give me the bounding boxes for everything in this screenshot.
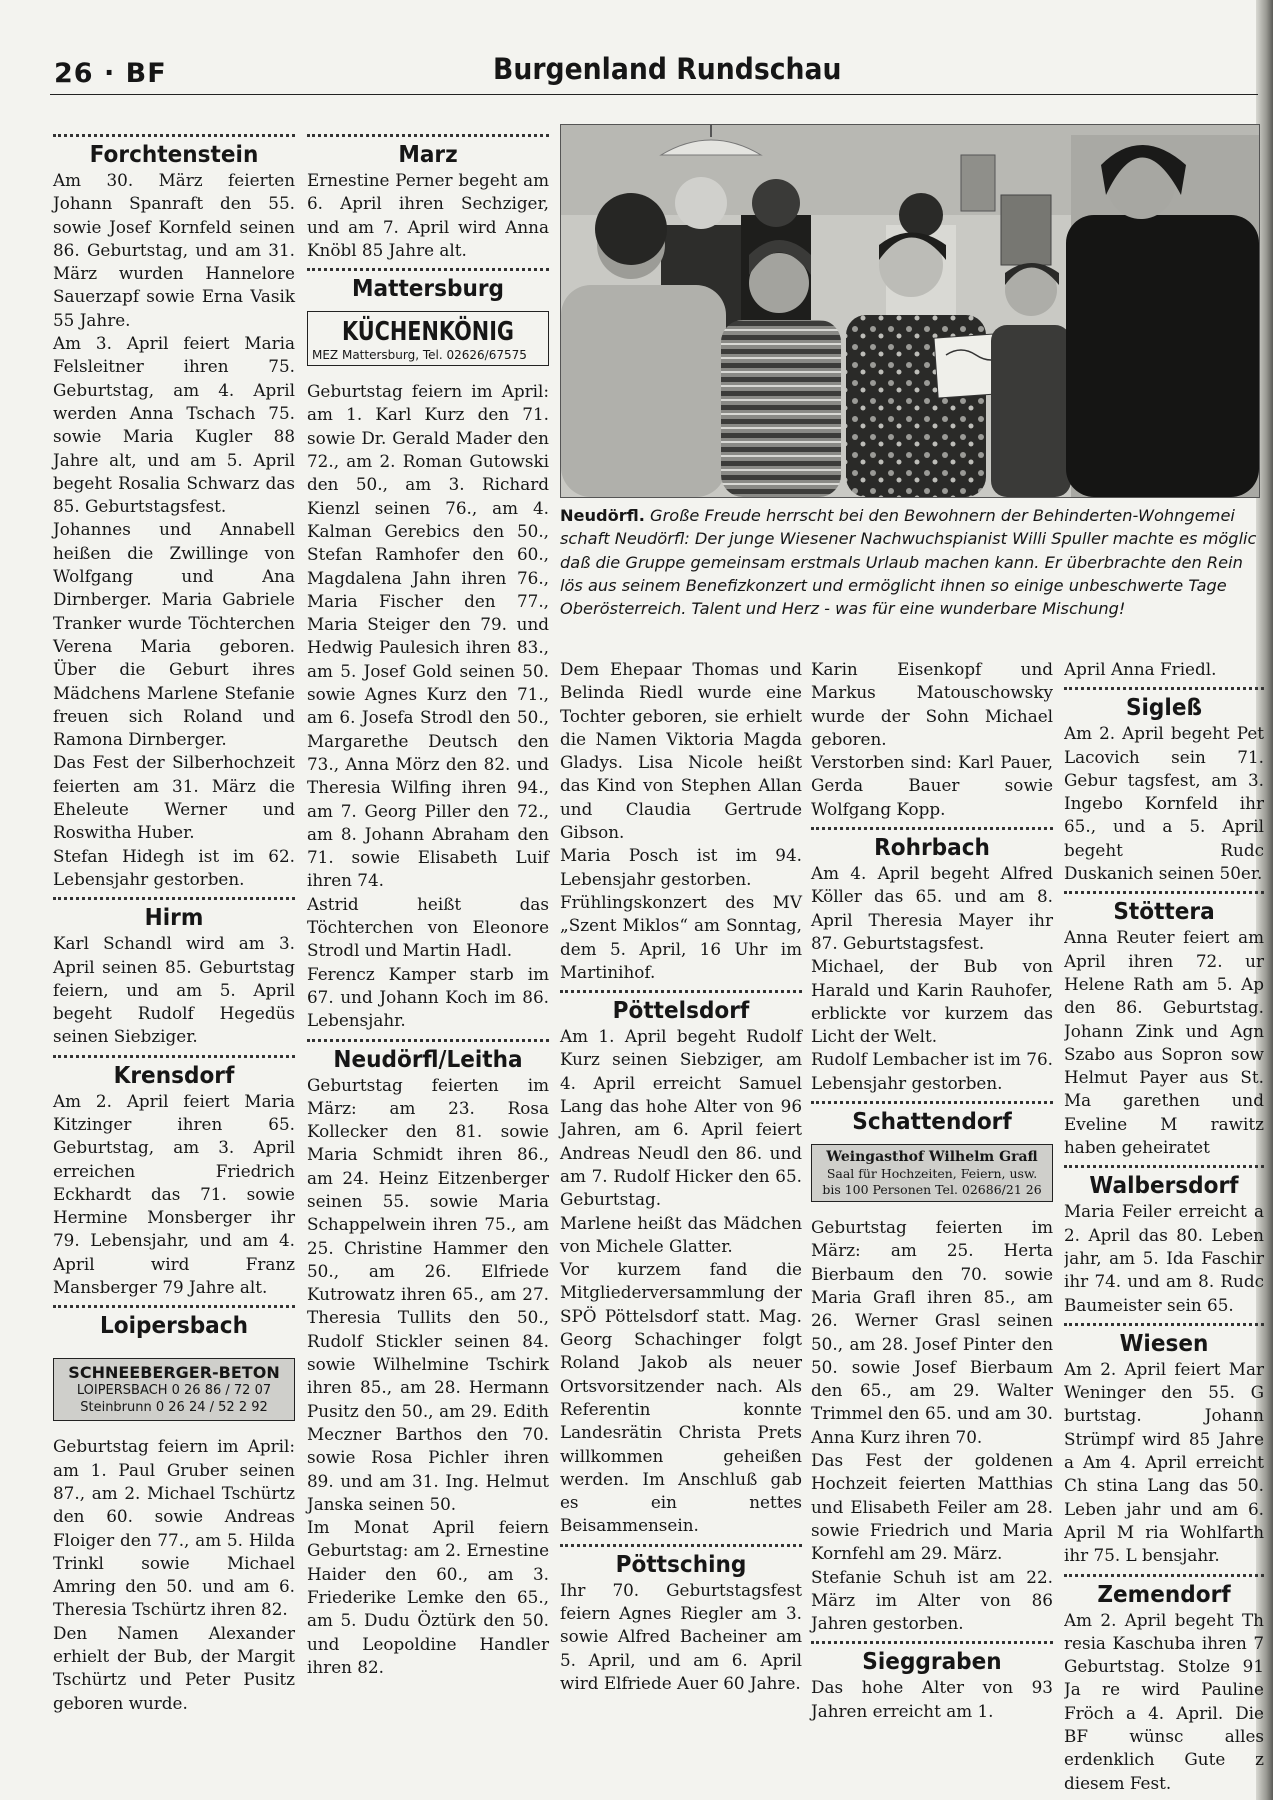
place-heading: Pöttsching xyxy=(615,1549,747,1578)
news-paragraph: Frühlingskonzert des MV „Szent Miklos“ am Sonntag, dem 5. April, 16 Uhr im Martinihof. xyxy=(560,891,802,982)
caption-place: Neudörfl. xyxy=(560,506,645,525)
section-divider xyxy=(811,1641,1053,1644)
news-paragraph: Karin Eisenkopf und Markus Matouschowsky wurde der Sohn Michael geboren. xyxy=(811,659,1053,749)
column-3 xyxy=(560,658,802,1695)
place-heading: Mattersburg xyxy=(351,274,504,303)
news-paragraph: Marlene heißt das Mädchen von Michele Glatter. xyxy=(560,1212,802,1256)
place-heading: Forchtenstein xyxy=(89,140,259,168)
news-paragraph: Verstorben sind: Karl Pauer, Gerda Bauer sowie Wolfgang Kopp. xyxy=(811,752,1053,819)
news-paragraph: Stefanie Schuh ist am 22. März im Alter von 86 Jahren gestorben. xyxy=(811,1566,1053,1634)
place-heading: Sigleß xyxy=(1125,693,1203,722)
news-paragraph: Am 1. April begeht Rudolf Kurz seinen Siebziger, am 4. April erreicht Samuel Lang das hohe Alter von 96 Jahren, am 6. April feiert Andreas Neudl den 86. und am 7. Rudolf Hicker den 65. Geburtstag. xyxy=(560,1026,802,1210)
news-paragraph: Maria Feiler erreicht a 2. April das 80. Leben jahr, am 5. Ida Faschir ihr 74. und am 8. Rudc Baumeister sein 65. xyxy=(1064,1201,1264,1315)
section-divider xyxy=(1064,1165,1264,1168)
section-divider xyxy=(811,1101,1053,1104)
section-divider xyxy=(560,1544,802,1547)
news-paragraph: Dem Ehepaar Thomas und Belinda Riedl wurde eine Tochter geboren, sie erhielt die Namen Viktoria Magda Gladys. Lisa Nicole heißt das Kind von Stephen Allan und Claudia Gertrude Gibson. xyxy=(560,659,802,843)
ad-line: Steinbrunn 0 26 24 / 52 2 92 xyxy=(80,1400,268,1416)
section-divider xyxy=(307,268,549,271)
section-divider xyxy=(1064,891,1264,894)
place-heading: Krensdorf xyxy=(113,1060,235,1089)
ad-line: LOIPERSBACH 0 26 86 / 72 07 xyxy=(76,1383,272,1399)
page-header xyxy=(0,0,1258,100)
news-paragraph: Maria Posch ist im 94. Lebensjahr gestorben. xyxy=(560,845,802,889)
news-paragraph: Geburtstag feiern im April: am 1. Karl Kurz den 71. sowie Dr. Gerald Mader den 72., am 2. Roman Gutowski den 50., am 3. Richard Kienzl seinen 76., am 4. Kalman Gerebics den 50., Stefan Ramhofer den 60., Magdalena Jahn ihren 76., Maria Fischer den 77., Maria Steiger den 79. und Hedwig Paulesich ihren 83., am 5. Josef Gold seinen 50. sowie Agnes Kurz den 71., am 6. Josefa Strodl den 50., Margarethe Deutsch den 73., Anna Mörz den 82. und Theresia Wilfing ihren 94., am 7. Georg Piller den 72., am 8. Johann Abraham den 71. sowie Elisabeth Luif ihren 74. xyxy=(307,381,549,891)
place-heading: Rohrbach xyxy=(874,833,990,862)
section-divider xyxy=(307,134,549,137)
column-1 xyxy=(53,128,295,1715)
section-divider xyxy=(811,827,1053,830)
header-rule xyxy=(50,94,1258,95)
news-paragraph: Rudolf Lembacher ist im 76. Lebensjahr gestorben. xyxy=(811,1049,1053,1093)
ad-title: KÜCHENKÖNIG xyxy=(341,317,515,348)
news-paragraph: Den Namen Alexander erhielt der Bub, der Margit Tschürtz und Peter Pusitz geboren wurde. xyxy=(53,1622,295,1713)
caption-line: Große Freude herrscht bei den Bewohnern der Behinderten-Wohngemei xyxy=(644,506,1235,525)
caption-line: schaft Neudörfl: Der junge Wiesener Nachwuchspianist Willi Spuller machte es möglic xyxy=(560,529,1256,549)
caption-line: lös aus seinem Benefizkonzert und ermöglicht ihnen so einige unbeschwerte Tage xyxy=(560,575,1227,595)
news-paragraph: Vor kurzem fand die Mitgliederversammlung der SPÖ Pöttelsdorf statt. Mag. Georg Schachinger folgt Roland Jakob als neuer Ortsvorsitzender nach. Als Referentin konnte Landesrätin Christa Prets willkommen geheißen werden. Im Anschluß gab es ein nettes Beisammensein. xyxy=(560,1259,802,1536)
news-paragraph: Am 2. April feiert Maria Kitzinger ihren 65. Geburtstag, am 3. April erreichen Friedrich Eckhardt das 71. sowie Hermine Monsberger ihr 79. Lebensjahr, und am 4. April wird Franz Mansberger 79 Jahre alt. xyxy=(53,1090,295,1298)
news-paragraph: Am 2. April begeht Th resia Kaschuba ihren 7 Geburtstag. Stolze 91 Ja re wird Pauline Fröch a 4. April. Die BF wünsc alles erdenklich Gute z diesem Fest. xyxy=(1064,1609,1264,1793)
section-divider xyxy=(307,1039,549,1042)
section-divider xyxy=(53,1305,295,1308)
column-4 xyxy=(811,658,1053,1723)
place-heading: Schattendorf xyxy=(852,1107,1012,1136)
news-paragraph: Im Monat April feiern Geburtstag: am 2. Ernestine Haider den 60., am 3. Friederike Lemke den 65., am 5. Dudu Öztürk den 50. und Leopoldine Handler ihren 82. xyxy=(307,1517,549,1677)
news-paragraph: Am 3. April feiert Maria Felsleitner ihren 75. Geburtstag, am 4. April werden Anna Tschach 75. sowie Maria Kugler 88 Jahre alt, und am 5. April begeht Rosalia Schwarz das 85. Geburtstagsfest. xyxy=(53,333,295,517)
group-photo xyxy=(560,124,1260,498)
news-paragraph: Am 2. April begeht Pet Lacovich sein 71. Gebur tagsfest, am 3. Ingebo Kornfeld ihr 65., und a 5. April begeht Rudc Duskanich seinen 50er. xyxy=(1064,723,1264,884)
place-heading: Neudörfl/Leitha xyxy=(333,1044,523,1073)
ad-line: Saal für Hochzeiten, Feiern, usw. xyxy=(826,1166,1038,1182)
place-heading: Walbersdorf xyxy=(1089,1171,1239,1200)
section-divider xyxy=(1064,687,1264,690)
news-paragraph: Michael, der Bub von Harald und Karin Rauhofer, erblickte vor kurzem das Licht der Welt. xyxy=(811,956,1053,1047)
place-heading: Pöttelsdorf xyxy=(612,996,750,1025)
page-number: 26 · BF xyxy=(54,58,167,89)
advertisement-kueche xyxy=(307,311,549,366)
place-heading: Marz xyxy=(398,140,458,168)
place-heading: Stöttera xyxy=(1113,897,1215,926)
place-heading: Loipersbach xyxy=(99,1311,248,1340)
masthead: Burgenland Rundschau xyxy=(493,52,842,86)
news-paragraph: Das Fest der Silberhochzeit feierten am 31. März die Eheleute Werner und Roswitha Huber. xyxy=(53,752,295,843)
column-2 xyxy=(307,128,549,1679)
ad-title: SCHNEEBERGER-BETON xyxy=(68,1363,280,1383)
advertisement-wein xyxy=(811,1144,1053,1202)
ad-line: MEZ Mattersburg, Tel. 02626/67575 xyxy=(312,348,527,363)
place-heading: Hirm xyxy=(144,903,204,932)
news-paragraph: Ferencz Kamper starb im 67. und Johann Koch im 86. Lebensjahr. xyxy=(307,963,549,1031)
advertisement-beton xyxy=(53,1358,295,1421)
group-photo-illustration xyxy=(561,125,1259,497)
news-paragraph: Karl Schandl wird am 3. April seinen 85. Geburtstag feiern, und am 5. April begeht Rudolf Hegedüs seinen Siebziger. xyxy=(53,933,295,1047)
news-paragraph: Stefan Hidegh ist im 62. Lebensjahr gestorben. xyxy=(53,845,295,889)
column-5 xyxy=(1064,658,1264,1795)
news-paragraph: Das Fest der goldenen Hochzeit feierten Matthias und Elisabeth Feiler am 28. sowie Friedrich und Maria Kornfehl am 29. März. xyxy=(811,1450,1053,1564)
news-paragraph: Ernestine Perner begeht am 6. April ihren Sechziger, und am 7. April wird Anna Knöbl 85 Jahre alt. xyxy=(307,170,549,260)
place-heading: Zemendorf xyxy=(1097,1579,1231,1608)
news-paragraph: Astrid heißt das Töchterchen von Eleonore Strodl und Martin Hadl. xyxy=(307,893,549,961)
section-divider xyxy=(53,134,295,137)
place-heading: Sieggraben xyxy=(862,1647,1002,1676)
section-divider xyxy=(560,990,802,993)
section-divider xyxy=(53,1055,295,1058)
ad-line: bis 100 Personen Tel. 02686/21 26 xyxy=(822,1182,1042,1198)
news-paragraph: Johannes und Annabell heißen die Zwillinge von Wolfgang und Ana Dirnberger. Maria Gabriele Tranker wurde Töchterchen Verena Maria geboren. Über die Geburt ihres Mädchens Marlene Stefanie freuen sich Roland und Ramona Dirnberger. xyxy=(53,519,295,750)
news-paragraph: Das hohe Alter von 93 Jahren erreicht am 1. xyxy=(811,1677,1053,1721)
caption-line: daß die Gruppe gemeinsam erstmals Urlaub machen kann. Er überbrachte den Rein xyxy=(560,552,1243,572)
news-paragraph: Anna Reuter feiert am April ihren 72. ur Helene Rath am 5. Ap den 86. Geburtstag. Johann Zink und Agn Szabo aus Sopron sow Helmut Payer aus St. Ma garethen und Eveline M rawitz haben geheiratet xyxy=(1064,927,1264,1158)
news-paragraph: April Anna Friedl. xyxy=(1064,659,1217,679)
news-paragraph: Geburtstag feiern im April: am 1. Paul Gruber seinen 87., am 2. Michael Tschürtz den 60. sowie Andreas Floiger den 77., am 5. Hilda Trinkl sowie Michael Amring den 50. und am 6. Theresia Tschürtz ihren 82. xyxy=(53,1436,295,1620)
news-paragraph: Am 30. März feierten Johann Spanraft den 55. sowie Josef Kornfeld seinen 86. Geburtstag, und am 31. März wurden Hannelore Sauerzapf sowie Erna Vasik 55 Jahre. xyxy=(53,170,295,330)
news-paragraph: Geburtstag feierten im März: am 25. Herta Bierbaum den 70. sowie Maria Grafl ihren 85., am 26. Werner Grasl seinen 50., am 28. Josef Pinter den 50. sowie Josef Bierbaum den 65., am 29. Walter Trimmel den 65. und am 30. Anna Kurz ihren 70. xyxy=(811,1217,1053,1447)
caption-line: Oberösterreich. Talent und Herz - was für eine wunderbare Mischung! xyxy=(560,599,1126,619)
ad-title: Weingasthof Wilhelm Grafl xyxy=(826,1149,1038,1166)
news-paragraph: Geburtstag feierten im März: am 23. Rosa Kollecker den 81. sowie Maria Schmidt ihren 86., am 24. Heinz Eitzenberger seinen 55. sowie Maria Schappelwein ihren 75., am 25. Christine Hammer den 50., am 26. Elfriede Kutrowatz ihren 65., am 27. Theresia Tullits den 50., Rudolf Stickler seinen 84. sowie Wilhelmine Tschirk ihren 85., am 28. Hermann Pusitz den 50., am 29. Edith Meczner Barthos den 70. sowie Rosa Pichler ihren 89. und am 31. Ing. Helmut Janska seinen 50. xyxy=(307,1074,549,1514)
section-divider xyxy=(1064,1574,1264,1577)
section-divider xyxy=(53,897,295,900)
news-paragraph: Am 2. April feiert Mar Weninger den 55. G burtstag. Johann Strümpf wird 85 Jahre a Am 4. April erreicht Ch stina Lang das 50. Leben jahr und am 6. April M ria Wohlfarth ihr 75. L bensjahr. xyxy=(1064,1358,1264,1566)
section-divider xyxy=(1064,1323,1264,1326)
place-heading: Wiesen xyxy=(1119,1328,1209,1357)
news-paragraph: Am 4. April begeht Alfred Köller das 65. und am 8. April Theresia Mayer ihr 87. Geburtstagsfest. xyxy=(811,863,1053,953)
photo-caption xyxy=(560,504,1256,620)
news-paragraph: Ihr 70. Geburtstagsfest feiern Agnes Riegler am 3. sowie Alfred Bacheiner am 5. April, und am 6. April wird Elfriede Auer 60 Jahre. xyxy=(560,1579,802,1693)
